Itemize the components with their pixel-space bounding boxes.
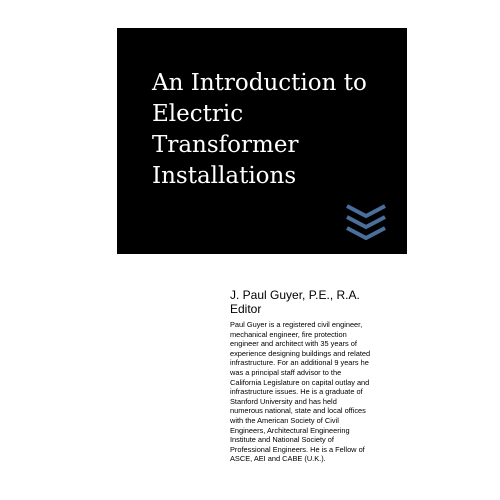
bio-line: with the American Society of Civil bbox=[230, 415, 339, 425]
bio-line: numerous national, state and local offices bbox=[230, 406, 366, 416]
triple-chevron-down-icon bbox=[345, 204, 387, 240]
title-line: Electric bbox=[152, 101, 244, 127]
bio-line: Professional Engineers. He is a Fellow of bbox=[230, 444, 365, 454]
bio-line: engineer and architect with 35 years of bbox=[230, 339, 357, 349]
bio-line: experience designing buildings and related bbox=[230, 348, 371, 358]
bio-line: was a principal staff advisor to the bbox=[230, 367, 342, 377]
author-block bbox=[230, 288, 405, 316]
title-line: Transformer bbox=[152, 132, 299, 158]
bio-line: Paul Guyer is a registered civil engineer, bbox=[230, 320, 363, 329]
bio-line: Engineers, Architectural Engineering bbox=[230, 425, 350, 435]
title-line: Installations bbox=[152, 163, 297, 189]
bio-line: Institute and National Society of bbox=[230, 435, 334, 445]
author-bio bbox=[230, 320, 390, 464]
bio-line: Stanford University and has held bbox=[230, 396, 337, 406]
book-title bbox=[152, 68, 402, 192]
bio-line: mechanical engineer, fire protection bbox=[230, 329, 347, 339]
cover-title-band bbox=[117, 28, 407, 254]
bio-line: ASCE, AEI and CABE (U.K.). bbox=[230, 454, 326, 464]
title-line: An Introduction to bbox=[152, 70, 367, 96]
author-role: Editor bbox=[230, 302, 262, 316]
bio-line: infrastructure. For an additional 9 years he bbox=[230, 358, 369, 368]
bio-line: infrastructure issues. He is a graduate of bbox=[230, 387, 363, 397]
bio-line: California Legislature on capital outlay and bbox=[230, 377, 370, 387]
author-name: J. Paul Guyer, P.E., R.A. bbox=[230, 288, 360, 302]
